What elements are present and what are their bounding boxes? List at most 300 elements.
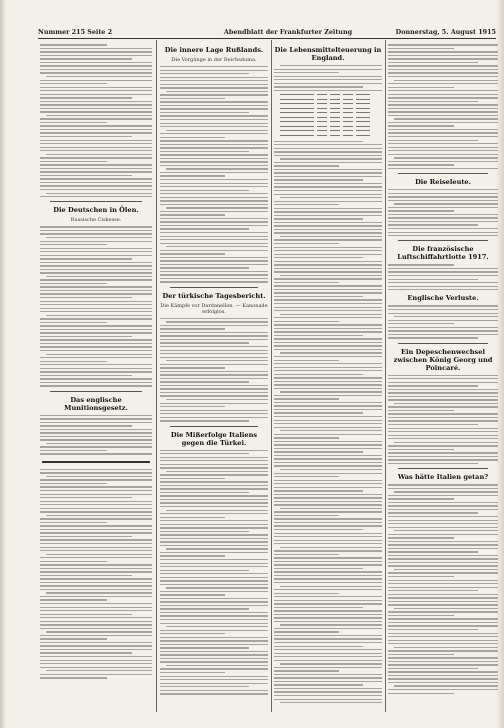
text-line [160, 80, 268, 81]
table-cell [343, 126, 353, 127]
text-line [160, 499, 268, 500]
text-line [40, 494, 152, 495]
text-line [274, 487, 382, 488]
text-line [274, 480, 382, 481]
text-line [274, 289, 382, 290]
text-line [388, 544, 498, 545]
text-line [40, 265, 152, 266]
text-line [388, 410, 454, 411]
text-line [274, 261, 382, 262]
text-line [388, 189, 498, 190]
text-line [160, 555, 225, 556]
price-table [280, 94, 376, 138]
text-line [160, 253, 225, 254]
text-line [40, 371, 152, 372]
headline-depeschenwechsel: Ein Depeschenwechsel zwischen König Georg und Poincaré. [393, 347, 493, 372]
text-line [394, 157, 498, 158]
text-line [388, 140, 478, 141]
text-line [274, 186, 382, 187]
text-line [160, 552, 268, 553]
text-line [166, 510, 268, 511]
text-line [40, 585, 152, 586]
table-row [280, 103, 376, 106]
text-line [46, 115, 152, 116]
text-line [40, 62, 152, 63]
text-line [40, 518, 152, 519]
text-line [160, 531, 249, 532]
table-cell [343, 99, 353, 100]
text-line [274, 243, 339, 244]
text-line [274, 155, 382, 156]
headline-munitionsgesetz: Das englische Munitionsgesetz. [64, 395, 128, 412]
table-cell [356, 94, 370, 95]
text-line [40, 561, 107, 562]
text-line [274, 660, 382, 661]
text-line [40, 378, 152, 379]
text-line [388, 76, 498, 77]
text-line [388, 101, 478, 102]
text-line [388, 654, 454, 655]
column-divider [385, 40, 386, 712]
text-line [40, 589, 152, 590]
text-line [40, 325, 152, 326]
text-line [160, 350, 268, 351]
text-line [274, 543, 382, 544]
text-line [160, 126, 268, 127]
text-line [274, 69, 382, 70]
text-line [274, 363, 382, 364]
text-line [388, 129, 498, 130]
text-line [160, 524, 268, 525]
text-line [40, 472, 152, 473]
text-line [160, 584, 268, 585]
text-line [274, 568, 363, 569]
text-line [388, 449, 454, 450]
text-line [274, 296, 363, 297]
table-cell [330, 135, 340, 136]
text-line [274, 409, 382, 410]
text-line [160, 577, 268, 578]
text-line [394, 118, 498, 119]
text-line [40, 582, 152, 583]
text-line [40, 283, 107, 284]
text-line [40, 272, 152, 273]
text-line [274, 494, 382, 495]
text-line [160, 339, 268, 340]
text-line [160, 325, 268, 326]
text-line [160, 243, 268, 244]
text-line [160, 661, 268, 662]
text-line [46, 515, 152, 516]
text-line [274, 218, 363, 219]
text-line [388, 132, 498, 133]
text-line [160, 453, 249, 454]
text-line [274, 504, 382, 505]
table-cell [317, 94, 327, 95]
text-line [160, 566, 268, 567]
text-line [40, 293, 152, 294]
text-line [40, 425, 132, 426]
text-line [166, 665, 268, 666]
text-line [40, 547, 152, 548]
table-row [280, 130, 376, 133]
table-cell [330, 112, 340, 113]
table-cell [343, 135, 353, 136]
text-line [160, 630, 268, 631]
text-line [388, 378, 498, 379]
table-cell [343, 130, 353, 131]
text-line [274, 550, 382, 551]
text-line [160, 364, 268, 365]
table-cell [343, 112, 353, 113]
text-line [274, 211, 382, 212]
table-row [280, 99, 376, 102]
text-line [160, 633, 225, 634]
text-line [388, 611, 498, 612]
text-line [388, 305, 498, 306]
text-line [46, 193, 152, 194]
text-line [40, 603, 152, 604]
text-line [160, 392, 268, 393]
text-line [160, 474, 268, 475]
text-line [160, 257, 268, 258]
text-line [40, 375, 132, 376]
text-line [40, 479, 152, 480]
double-rule [42, 461, 150, 463]
text-line [40, 164, 152, 165]
text-line [160, 527, 268, 528]
text-line [160, 495, 268, 496]
text-line [388, 207, 498, 208]
text-line [388, 143, 498, 144]
text-line [160, 271, 268, 272]
text-line [388, 438, 498, 439]
text-line [388, 622, 498, 623]
text-line [160, 605, 268, 606]
text-line [160, 559, 268, 560]
text-line [40, 642, 152, 643]
text-line [160, 94, 268, 95]
text-line [160, 239, 268, 240]
text-line [40, 248, 152, 249]
text-line [388, 55, 498, 56]
text-line [388, 633, 498, 634]
text-line [160, 183, 268, 184]
text-line [160, 668, 268, 669]
text-line [40, 132, 152, 133]
text-line [274, 232, 382, 233]
text-line [274, 699, 382, 700]
text-line [388, 323, 454, 324]
text-line [388, 94, 498, 95]
text-line [388, 136, 498, 137]
text-line [274, 215, 382, 216]
text-line [40, 490, 152, 491]
text-line [160, 654, 268, 655]
text-line [160, 225, 268, 226]
text-line [388, 615, 454, 616]
text-line [274, 621, 382, 622]
text-line [40, 241, 152, 242]
text-line [160, 197, 268, 198]
text-line [40, 525, 152, 526]
text-line [274, 268, 382, 269]
text-line [160, 658, 268, 659]
text-line [388, 417, 498, 418]
text-line [40, 72, 152, 73]
text-line [388, 330, 498, 331]
text-line [274, 254, 382, 255]
text-line [274, 575, 382, 576]
text-line [388, 671, 498, 672]
text-line [160, 133, 268, 134]
text-line [160, 367, 225, 368]
text-line [274, 328, 382, 329]
table-cell [280, 130, 314, 131]
text-line [40, 230, 152, 231]
page-header [38, 26, 496, 38]
text-line [40, 262, 152, 263]
text-line [40, 175, 132, 176]
text-line [388, 572, 498, 573]
text-line [274, 420, 382, 421]
text-line [274, 86, 363, 87]
text-line [160, 154, 268, 155]
text-line [40, 557, 152, 558]
text-line [388, 456, 498, 457]
text-line [160, 413, 268, 414]
text-line [388, 650, 498, 651]
table-row [280, 126, 376, 129]
text-line [40, 522, 107, 523]
text-line [274, 310, 382, 311]
table-row [280, 135, 376, 138]
text-line [274, 264, 382, 265]
text-line [388, 264, 454, 265]
text-line [40, 150, 152, 151]
table-cell [330, 126, 340, 127]
article-separator [50, 201, 142, 202]
text-line [274, 614, 382, 615]
text-line [274, 483, 382, 484]
text-line [160, 140, 268, 141]
text-line [388, 459, 498, 460]
text-line [388, 580, 498, 581]
text-line [40, 667, 152, 668]
text-line [388, 657, 498, 658]
text-line [166, 399, 268, 400]
text-line [160, 467, 268, 468]
text-line [274, 367, 382, 368]
column-4 [388, 42, 498, 712]
text-line [160, 172, 268, 173]
table-row [280, 117, 376, 120]
text-line [388, 555, 498, 556]
text-line [274, 360, 339, 361]
text-line [274, 434, 382, 435]
text-line [388, 551, 478, 552]
text-line [388, 661, 498, 662]
text-line [40, 304, 152, 305]
text-line [166, 548, 268, 549]
text-line [388, 495, 498, 496]
text-line [274, 335, 363, 336]
table-cell [330, 121, 340, 122]
text-line [160, 218, 268, 219]
article-separator [398, 173, 488, 174]
text-line [274, 172, 382, 173]
text-line [160, 492, 249, 493]
table-cell [317, 112, 327, 113]
text-line [388, 392, 498, 393]
text-line [160, 193, 268, 194]
text-line [388, 558, 498, 559]
text-line [274, 162, 382, 163]
text-line [160, 598, 268, 599]
text-line [388, 565, 498, 566]
text-line [160, 520, 268, 521]
text-line [160, 573, 268, 574]
text-line [274, 395, 382, 396]
text-line [160, 77, 268, 78]
text-line [160, 221, 268, 222]
subheadline: Die Kämpfe vor Dardanellen. — Kanonade erfolglos. [160, 302, 268, 315]
text-line [274, 536, 382, 537]
text-line [166, 91, 268, 92]
text-line [160, 186, 268, 187]
text-line [388, 445, 498, 446]
text-line [388, 604, 498, 605]
table-cell [343, 117, 353, 118]
subheadline: Die Vorgänge in der Reichsduma. [171, 57, 257, 63]
text-line [274, 79, 382, 80]
text-line [388, 327, 498, 328]
headline-tuerkischer-tagesbericht: Der türkische Tagesbericht. [162, 291, 266, 300]
text-line [274, 356, 382, 357]
text-line [388, 689, 498, 690]
text-line [160, 328, 225, 329]
column-divider [156, 40, 157, 712]
text-line [160, 679, 268, 680]
text-line [46, 237, 152, 238]
headline-innere-lage-russlands: Die innere Lage Rußlands. [164, 46, 264, 54]
text-line [40, 185, 152, 186]
text-line [274, 667, 382, 668]
text-line [46, 443, 152, 444]
text-line [160, 353, 268, 354]
text-line [280, 663, 382, 664]
text-line [46, 154, 152, 155]
text-line [274, 141, 363, 142]
headline-misserfolge-italiens: Die Mißerfolge Italiens gegen die Türkei. [170, 430, 258, 447]
text-line [40, 501, 152, 502]
text-line [274, 148, 382, 149]
text-line [40, 171, 152, 172]
text-line [388, 541, 498, 542]
text-line [160, 395, 268, 396]
text-line [40, 269, 152, 270]
text-line [40, 80, 152, 81]
text-line [40, 578, 152, 579]
text-line [274, 194, 382, 195]
text-line [388, 399, 498, 400]
text-line [160, 481, 268, 482]
text-line [40, 610, 152, 611]
text-line [274, 497, 382, 498]
text-line [40, 350, 152, 351]
text-line [160, 211, 268, 212]
text-line [388, 389, 498, 390]
text-line [388, 164, 454, 165]
text-line [274, 405, 382, 406]
text-line [280, 158, 382, 159]
text-line [388, 664, 498, 665]
text-line [274, 476, 339, 477]
text-line [160, 73, 249, 74]
text-line [40, 663, 152, 664]
text-line [40, 486, 152, 487]
text-line [274, 208, 382, 209]
text-line [280, 314, 382, 315]
text-line [166, 321, 268, 322]
text-line [160, 84, 268, 85]
text-line [274, 388, 382, 389]
text-line [388, 420, 498, 421]
text-line [160, 250, 268, 251]
text-line [274, 695, 382, 696]
table-cell [343, 121, 353, 122]
text-line [388, 428, 498, 429]
text-line [274, 225, 382, 226]
text-line [160, 601, 268, 602]
text-line [40, 429, 152, 430]
text-line [274, 165, 339, 166]
text-line [388, 115, 498, 116]
text-line [274, 593, 339, 594]
text-line [274, 561, 382, 562]
text-line [274, 465, 382, 466]
text-line [160, 410, 268, 411]
text-line [40, 51, 152, 52]
text-line [388, 583, 498, 584]
text-line [40, 635, 152, 636]
text-line [40, 504, 152, 505]
table-row [280, 112, 376, 115]
text-line [280, 508, 382, 509]
text-line [388, 268, 498, 269]
table-row [280, 108, 376, 111]
text-line [274, 582, 382, 583]
text-line [388, 228, 498, 229]
text-line [388, 597, 498, 598]
text-line [388, 527, 498, 528]
text-line [388, 334, 498, 335]
table-cell [280, 112, 314, 113]
text-line [160, 457, 268, 458]
text-line [40, 336, 132, 337]
text-line [388, 90, 498, 91]
text-line [274, 571, 382, 572]
text-line [40, 568, 152, 569]
text-line [160, 406, 225, 407]
article-separator [398, 343, 488, 344]
text-line [280, 469, 382, 470]
text-line [40, 422, 152, 423]
text-line [274, 176, 382, 177]
text-line [46, 476, 152, 477]
text-line [40, 168, 152, 169]
text-line [388, 87, 454, 88]
